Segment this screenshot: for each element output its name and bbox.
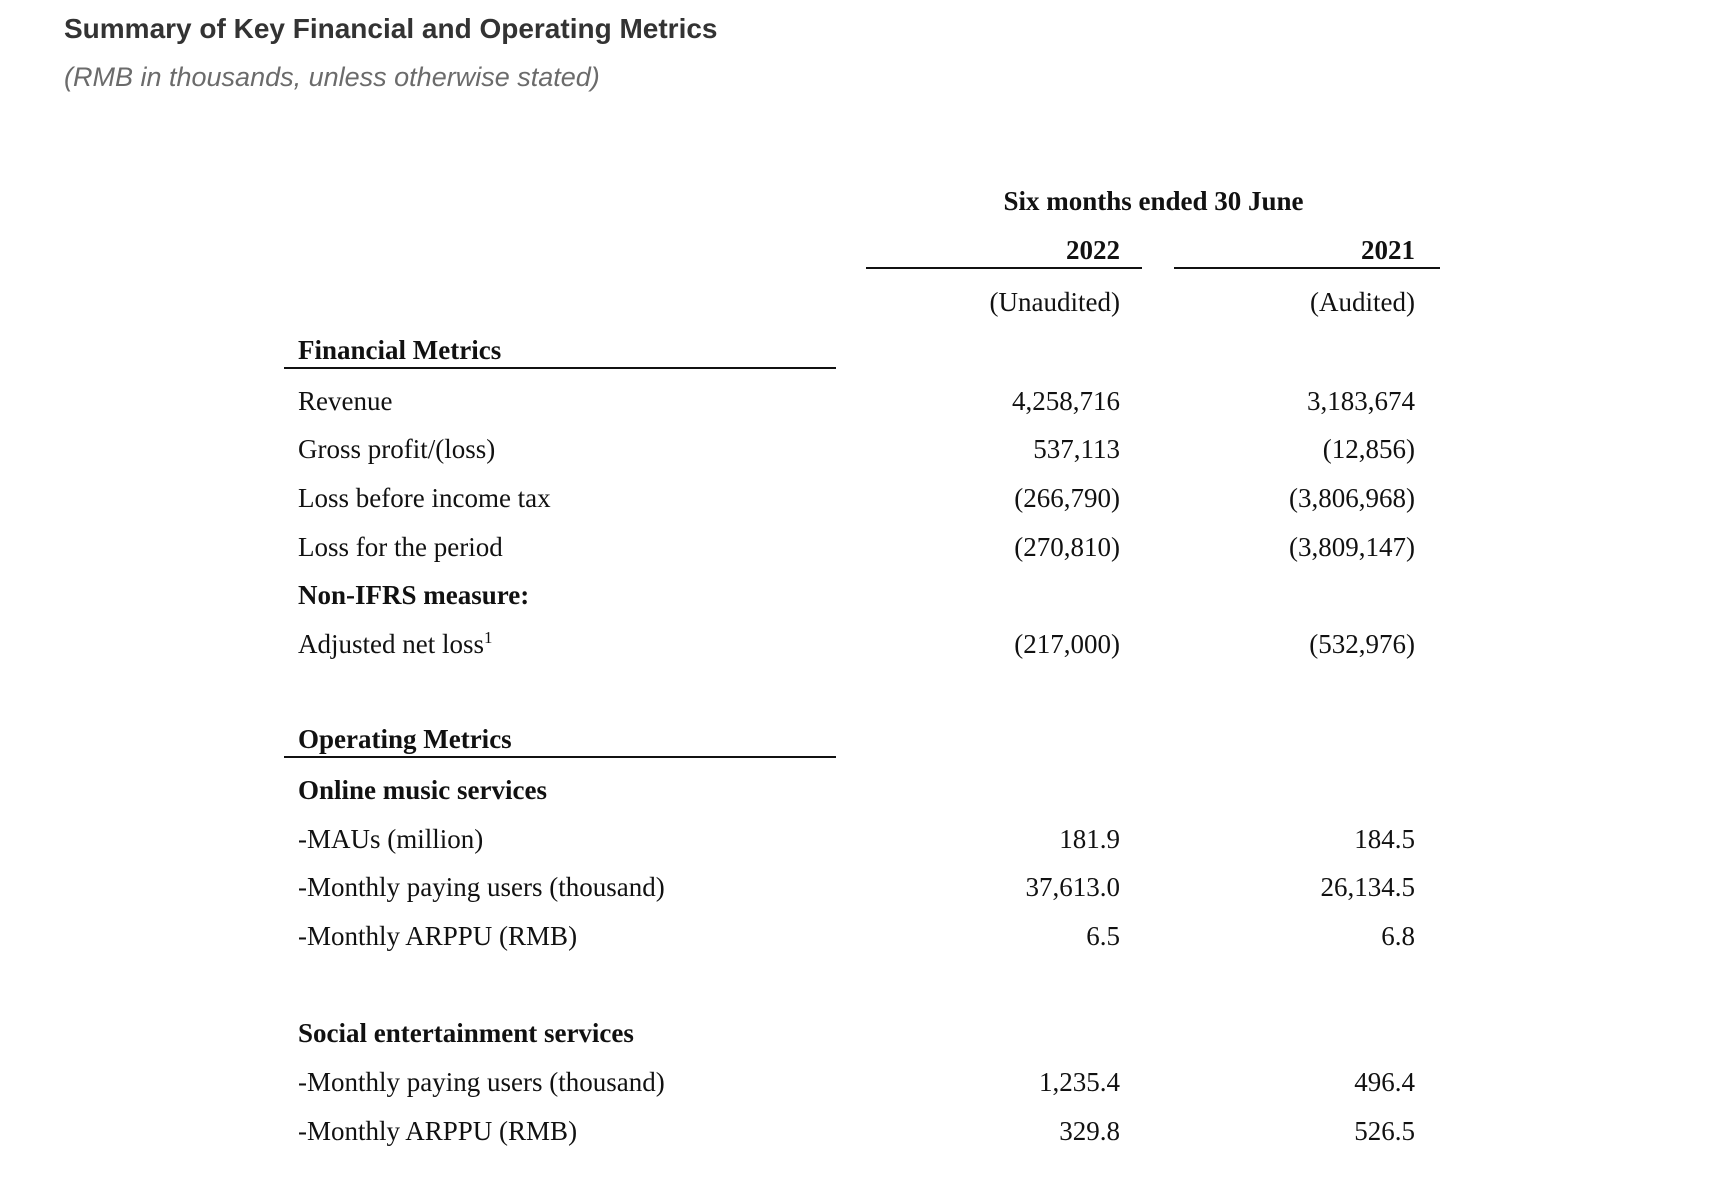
cell-2022: 4,258,716 [1012, 386, 1120, 416]
cell-2022: (270,810) [1014, 532, 1120, 562]
row-label: Loss for the period [298, 532, 503, 562]
cell-2021: (532,976) [1309, 629, 1415, 659]
cell-2021: (3,806,968) [1289, 483, 1415, 513]
column-rule-2022 [866, 267, 1142, 269]
column-year-2022: 2022 [1066, 235, 1120, 265]
column-rule-2021 [1174, 267, 1440, 269]
row-label: Loss before income tax [298, 483, 551, 513]
document-title: Summary of Key Financial and Operating Metrics [64, 13, 718, 44]
cell-2022: 6.5 [1086, 921, 1120, 951]
adjusted-net-loss-label: Adjusted net loss [298, 629, 484, 659]
row-label: -MAUs (million) [298, 824, 484, 854]
cell-2022: 37,613.0 [1025, 872, 1120, 902]
cell-2022: (266,790) [1014, 483, 1120, 513]
column-year-2021: 2021 [1361, 235, 1415, 265]
cell-2022: 1,235.4 [1039, 1067, 1120, 1097]
cell-2022: 537,113 [1033, 434, 1120, 464]
cell-2022: (217,000) [1014, 629, 1120, 659]
row-label: Revenue [298, 386, 393, 416]
non-ifrs-heading: Non-IFRS measure: [298, 580, 530, 610]
cell-2021: 496.4 [1354, 1067, 1415, 1097]
cell-2022: 329.8 [1059, 1116, 1120, 1146]
cell-2021: 184.5 [1354, 824, 1415, 854]
row-label: Gross profit/(loss) [298, 434, 496, 464]
section-heading-operating: Operating Metrics [298, 724, 512, 754]
column-status-2021: (Audited) [1310, 287, 1415, 317]
cell-2021: 26,134.5 [1320, 872, 1415, 902]
cell-2021: 6.8 [1381, 921, 1415, 951]
row-label: -Monthly paying users (thousand) [298, 1067, 665, 1097]
document-subtitle: (RMB in thousands, unless otherwise stated) [64, 62, 600, 92]
row-label: -Monthly ARPPU (RMB) [298, 1116, 578, 1146]
cell-2021: (3,809,147) [1289, 532, 1415, 562]
subsection-heading-online-music: Online music services [298, 775, 547, 805]
cell-2021: 3,183,674 [1307, 386, 1415, 416]
footnote-marker: 1 [484, 628, 493, 647]
column-status-2022: (Unaudited) [989, 287, 1120, 317]
section-heading-financial: Financial Metrics [298, 335, 502, 365]
row-label [298, 628, 493, 660]
cell-2021: 526.5 [1354, 1116, 1415, 1146]
subsection-heading-social-entertainment: Social entertainment services [298, 1018, 634, 1048]
row-label: -Monthly paying users (thousand) [298, 872, 665, 902]
cell-2021: (12,856) [1322, 434, 1415, 464]
section-rule-financial [284, 367, 836, 369]
cell-2022: 181.9 [1059, 824, 1120, 854]
period-header: Six months ended 30 June [1003, 186, 1304, 216]
row-label: -Monthly ARPPU (RMB) [298, 921, 578, 951]
section-rule-operating [284, 756, 836, 758]
